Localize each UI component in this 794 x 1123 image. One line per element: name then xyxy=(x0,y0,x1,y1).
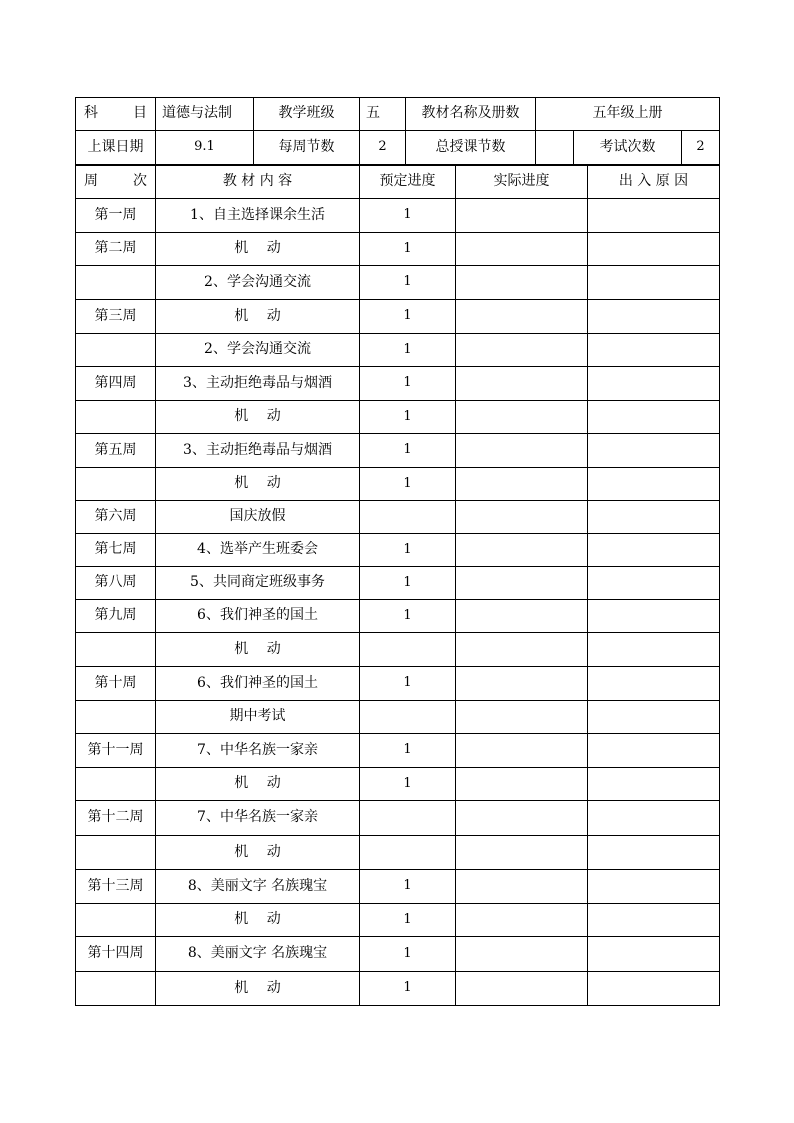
week-cell xyxy=(76,701,156,734)
content-cell: 机 动 xyxy=(156,633,360,667)
class-label: 教学班级 xyxy=(254,98,360,131)
table-row xyxy=(76,199,720,233)
textbook-label: 教材名称及册数 xyxy=(406,98,536,131)
table-row xyxy=(76,667,720,701)
table-row xyxy=(76,501,720,534)
header-week: 周 次 xyxy=(76,166,156,199)
week-cell xyxy=(76,266,156,300)
actual-cell xyxy=(456,367,588,401)
planned-cell: 1 xyxy=(360,534,456,567)
subject-value: 道德与法制 xyxy=(156,98,254,131)
actual-cell xyxy=(456,534,588,567)
planned-cell xyxy=(360,701,456,734)
reason-cell xyxy=(588,870,720,904)
reason-cell xyxy=(588,367,720,401)
table-row xyxy=(76,266,720,300)
planned-cell: 1 xyxy=(360,367,456,401)
actual-cell xyxy=(456,904,588,937)
reason-cell xyxy=(588,836,720,870)
week-cell: 第十一周 xyxy=(76,734,156,768)
planned-cell: 1 xyxy=(360,937,456,972)
actual-cell xyxy=(456,734,588,768)
actual-cell xyxy=(456,334,588,367)
reason-cell xyxy=(588,233,720,266)
actual-cell xyxy=(456,199,588,233)
week-cell xyxy=(76,972,156,1006)
content-cell: 7、中华名族一家亲 xyxy=(156,801,360,836)
table-row xyxy=(76,334,720,367)
table-row xyxy=(76,768,720,801)
content-cell: 机 动 xyxy=(156,300,360,334)
table-row xyxy=(76,904,720,937)
week-cell: 第十三周 xyxy=(76,870,156,904)
week-cell xyxy=(76,904,156,937)
actual-cell xyxy=(456,266,588,300)
week-cell xyxy=(76,468,156,501)
reason-cell xyxy=(588,768,720,801)
content-cell: 8、美丽文字 名族瑰宝 xyxy=(156,870,360,904)
week-cell: 第四周 xyxy=(76,367,156,401)
week-cell xyxy=(76,401,156,434)
schedule-rows xyxy=(76,199,720,1006)
week-cell: 第九周 xyxy=(76,600,156,633)
week-cell xyxy=(76,768,156,801)
content-cell: 机 动 xyxy=(156,233,360,266)
table-row xyxy=(76,836,720,870)
planned-cell xyxy=(360,836,456,870)
content-cell: 1、自主选择课余生活 xyxy=(156,199,360,233)
planned-cell: 1 xyxy=(360,734,456,768)
week-cell: 第十周 xyxy=(76,667,156,701)
actual-cell xyxy=(456,972,588,1006)
content-cell: 2、学会沟通交流 xyxy=(156,266,360,300)
reason-cell xyxy=(588,600,720,633)
exam-count-value: 2 xyxy=(682,131,720,165)
planned-cell: 1 xyxy=(360,401,456,434)
planned-cell: 1 xyxy=(360,300,456,334)
reason-cell xyxy=(588,937,720,972)
weekly-lessons-label: 每周节数 xyxy=(254,131,360,165)
content-cell: 4、选举产生班委会 xyxy=(156,534,360,567)
planned-cell: 1 xyxy=(360,600,456,633)
textbook-value: 五年级上册 xyxy=(536,98,720,131)
content-cell: 机 动 xyxy=(156,972,360,1006)
content-cell: 机 动 xyxy=(156,468,360,501)
exam-count-label: 考试次数 xyxy=(574,131,682,165)
content-cell: 7、中华名族一家亲 xyxy=(156,734,360,768)
week-cell: 第八周 xyxy=(76,567,156,600)
planned-cell: 1 xyxy=(360,468,456,501)
weekly-lessons-value: 2 xyxy=(360,131,406,165)
week-cell xyxy=(76,334,156,367)
planned-cell xyxy=(360,633,456,667)
table-row xyxy=(76,401,720,434)
content-cell: 期中考试 xyxy=(156,701,360,734)
planned-cell xyxy=(360,801,456,836)
table-row xyxy=(76,534,720,567)
planned-cell: 1 xyxy=(360,233,456,266)
week-cell xyxy=(76,836,156,870)
planned-cell: 1 xyxy=(360,972,456,1006)
table-row xyxy=(76,434,720,468)
reason-cell xyxy=(588,734,720,768)
actual-cell xyxy=(456,937,588,972)
table-row xyxy=(76,870,720,904)
week-cell: 第七周 xyxy=(76,534,156,567)
content-cell: 机 动 xyxy=(156,904,360,937)
planned-cell: 1 xyxy=(360,199,456,233)
reason-cell xyxy=(588,434,720,468)
reason-cell xyxy=(588,334,720,367)
reason-cell xyxy=(588,534,720,567)
content-cell: 3、主动拒绝毒品与烟酒 xyxy=(156,367,360,401)
table-row xyxy=(76,734,720,768)
planned-cell: 1 xyxy=(360,334,456,367)
table-row xyxy=(76,600,720,633)
header-actual: 实际进度 xyxy=(456,166,588,199)
actual-cell xyxy=(456,836,588,870)
actual-cell xyxy=(456,600,588,633)
content-cell: 2、学会沟通交流 xyxy=(156,334,360,367)
reason-cell xyxy=(588,300,720,334)
planned-cell: 1 xyxy=(360,266,456,300)
class-value: 五 xyxy=(360,98,406,131)
planned-cell: 1 xyxy=(360,870,456,904)
table-row xyxy=(76,937,720,972)
actual-cell xyxy=(456,801,588,836)
reason-cell xyxy=(588,567,720,600)
actual-cell xyxy=(456,434,588,468)
planned-cell xyxy=(360,501,456,534)
week-cell: 第五周 xyxy=(76,434,156,468)
total-lessons-label: 总授课节数 xyxy=(406,131,536,165)
reason-cell xyxy=(588,266,720,300)
start-date-label: 上课日期 xyxy=(76,131,156,165)
header-reason: 出 入 原 因 xyxy=(588,166,720,199)
course-info-table xyxy=(75,97,720,165)
actual-cell xyxy=(456,667,588,701)
reason-cell xyxy=(588,501,720,534)
content-cell: 国庆放假 xyxy=(156,501,360,534)
reason-cell xyxy=(588,667,720,701)
reason-cell xyxy=(588,701,720,734)
table-row xyxy=(76,233,720,266)
reason-cell xyxy=(588,972,720,1006)
content-cell: 6、我们神圣的国土 xyxy=(156,667,360,701)
actual-cell xyxy=(456,401,588,434)
actual-cell xyxy=(456,468,588,501)
content-cell: 6、我们神圣的国土 xyxy=(156,600,360,633)
reason-cell xyxy=(588,904,720,937)
planned-cell: 1 xyxy=(360,904,456,937)
actual-cell xyxy=(456,300,588,334)
actual-cell xyxy=(456,870,588,904)
week-cell: 第一周 xyxy=(76,199,156,233)
table-row xyxy=(76,300,720,334)
planned-cell: 1 xyxy=(360,667,456,701)
content-cell: 5、共同商定班级事务 xyxy=(156,567,360,600)
reason-cell xyxy=(588,401,720,434)
total-lessons-value xyxy=(536,131,574,165)
week-cell: 第六周 xyxy=(76,501,156,534)
reason-cell xyxy=(588,199,720,233)
table-row xyxy=(76,468,720,501)
planned-cell: 1 xyxy=(360,434,456,468)
table-row xyxy=(76,801,720,836)
actual-cell xyxy=(456,567,588,600)
content-cell: 3、主动拒绝毒品与烟酒 xyxy=(156,434,360,468)
teaching-schedule-table xyxy=(75,165,720,1006)
reason-cell xyxy=(588,801,720,836)
actual-cell xyxy=(456,501,588,534)
reason-cell xyxy=(588,468,720,501)
week-cell: 第二周 xyxy=(76,233,156,266)
header-content: 教 材 内 容 xyxy=(156,166,360,199)
planned-cell: 1 xyxy=(360,567,456,600)
subject-label: 科 目 xyxy=(76,98,156,131)
actual-cell xyxy=(456,701,588,734)
table-row xyxy=(76,701,720,734)
content-cell: 8、美丽文字 名族瑰宝 xyxy=(156,937,360,972)
planned-cell: 1 xyxy=(360,768,456,801)
table-row xyxy=(76,972,720,1006)
table-row xyxy=(76,367,720,401)
header-planned: 预定进度 xyxy=(360,166,456,199)
actual-cell xyxy=(456,633,588,667)
actual-cell xyxy=(456,233,588,266)
content-cell: 机 动 xyxy=(156,836,360,870)
content-cell: 机 动 xyxy=(156,401,360,434)
week-cell xyxy=(76,633,156,667)
table-row xyxy=(76,567,720,600)
week-cell: 第十二周 xyxy=(76,801,156,836)
actual-cell xyxy=(456,768,588,801)
week-cell: 第十四周 xyxy=(76,937,156,972)
start-date-value: 9.1 xyxy=(156,131,254,165)
week-cell: 第三周 xyxy=(76,300,156,334)
table-row xyxy=(76,633,720,667)
content-cell: 机 动 xyxy=(156,768,360,801)
reason-cell xyxy=(588,633,720,667)
